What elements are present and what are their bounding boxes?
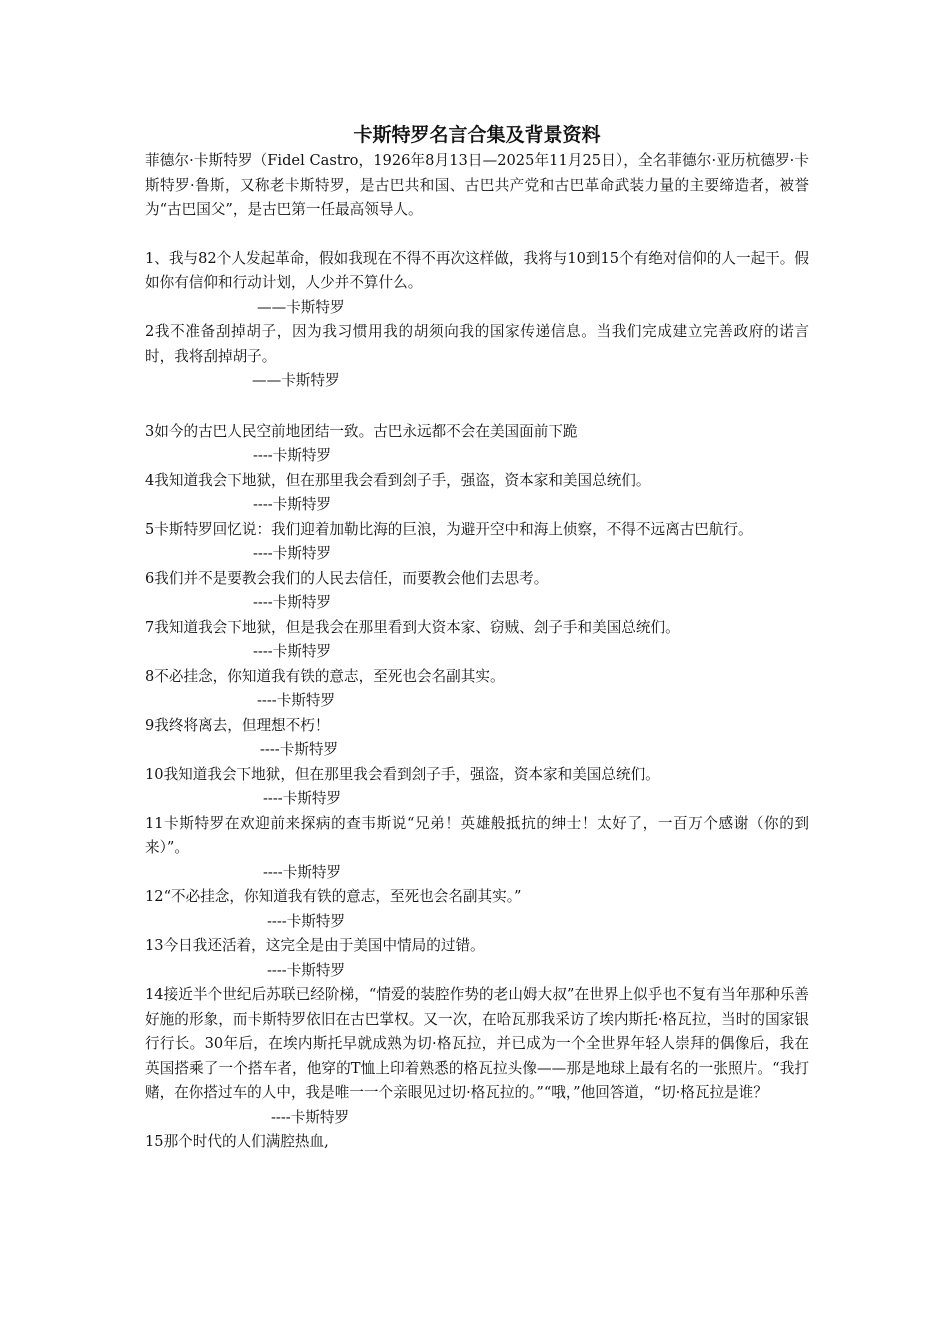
quote-4: 4我知道我会下地狱，但在那里我会看到刽子手，强盗，资本家和美国总统们。 <box>145 471 651 489</box>
quote-attribution: ----卡斯特罗 <box>253 496 332 513</box>
spacer <box>145 394 809 420</box>
document-title: 卡斯特罗名言合集及背景资料 <box>353 124 601 146</box>
quote-attribution: ----卡斯特罗 <box>253 643 332 660</box>
quote-9: 9我终将离去，但理想不朽！ <box>145 716 330 734</box>
document-page <box>145 122 809 1155</box>
quote-11: 11卡斯特罗在欢迎前来探病的查韦斯说“兄弟！英雄般抵抗的绅士！太好了，一百万个感谢（你的到来）”。 <box>145 814 809 856</box>
quote-attribution: ----卡斯特罗 <box>271 1108 350 1126</box>
quote-attribution: ----卡斯特罗 <box>253 447 332 464</box>
quote-attribution: ——卡斯特罗 <box>252 372 340 389</box>
quote-attribution: ----卡斯特罗 <box>253 594 332 611</box>
quote-3: 3如今的古巴人民空前地团结一致。古巴永远都不会在美国面前下跪 <box>145 422 578 440</box>
quote-13: 13今日我还活着，这完全是由于美国中情局的过错。 <box>145 937 485 954</box>
quote-15: 15那个时代的人们满腔热血, <box>145 1133 329 1150</box>
quote-2: 2我不准备刮掉胡子，因为我习惯用我的胡须向我的国家传递信息。当我们完成建立完善政府的诺言时，我将刮掉胡子。 <box>145 323 809 365</box>
quote-attribution: ----卡斯特罗 <box>253 545 332 562</box>
quote-5: 5卡斯特罗回忆说：我们迎着加勒比海的巨浪，为避开空中和海上侦察，不得不远离古巴航行。 <box>145 520 753 538</box>
quote-attribution: ----卡斯特罗 <box>267 961 346 979</box>
quote-attribution: ----卡斯特罗 <box>263 863 342 881</box>
quote-14: 14接近半个世纪后苏联已经阶梯，“情爱的装腔作势的老山姆大叔”在世界上似乎也不复有当年那种乐善好施的形象，而卡斯特罗依旧在古巴掌权。又一次，在哈瓦那我采访了埃内斯托·格瓦拉，当时的国家银行行长。30年后，在埃内斯托早就成熟为切·格瓦拉，并已成为一个全世界年轻人崇拜的偶像后，我在英国搭乘了一个搭车者，他穿的T恤上印着熟悉的格瓦拉头像——那是地球上最有名的一张照片。“我打赌，在你搭过车的人中，我是唯一一个亲眼见过切·格瓦拉的。”“哦，”他回答道，“切·格瓦拉是谁？ <box>145 986 809 1101</box>
quote-attribution: ----卡斯特罗 <box>263 790 342 807</box>
quote-10: 10我知道我会下地狱，但在那里我会看到刽子手，强盗，资本家和美国总统们。 <box>145 765 660 783</box>
intro-paragraph: 菲德尔·卡斯特罗（Fidel Castro，1926年8月13日—2025年11月25日），全名菲德尔·亚历杭德罗·卡斯特罗·鲁斯，又称老卡斯特罗，是古巴共和国、古巴共产党和古巴革命武装力量的主要缔造者，被誉为“古巴国父”，是古巴第一任最高领导人。 <box>145 152 809 218</box>
quote-7: 7我知道我会下地狱，但是我会在那里看到大资本家、窃贼、刽子手和美国总统们。 <box>145 618 680 636</box>
quote-6: 6我们并不是要教会我们的人民去信任，而要教会他们去思考。 <box>145 569 549 587</box>
quote-attribution: ——卡斯特罗 <box>257 298 345 316</box>
quote-12: 12“不必挂念，你知道我有铁的意志，至死也会名副其实。” <box>145 888 522 905</box>
quote-attribution: ----卡斯特罗 <box>267 912 346 930</box>
quote-8: 8不必挂念，你知道我有铁的意志，至死也会名副其实。 <box>145 667 505 685</box>
quote-1: 1、我与82个人发起革命，假如我现在不得不再次这样做，我将与10到15个有绝对信仰的人一起干。假如你有信仰和行动计划，人少并不算什么。 <box>145 249 809 291</box>
quote-attribution: ----卡斯特罗 <box>257 692 336 709</box>
quote-attribution: ----卡斯特罗 <box>260 741 339 758</box>
